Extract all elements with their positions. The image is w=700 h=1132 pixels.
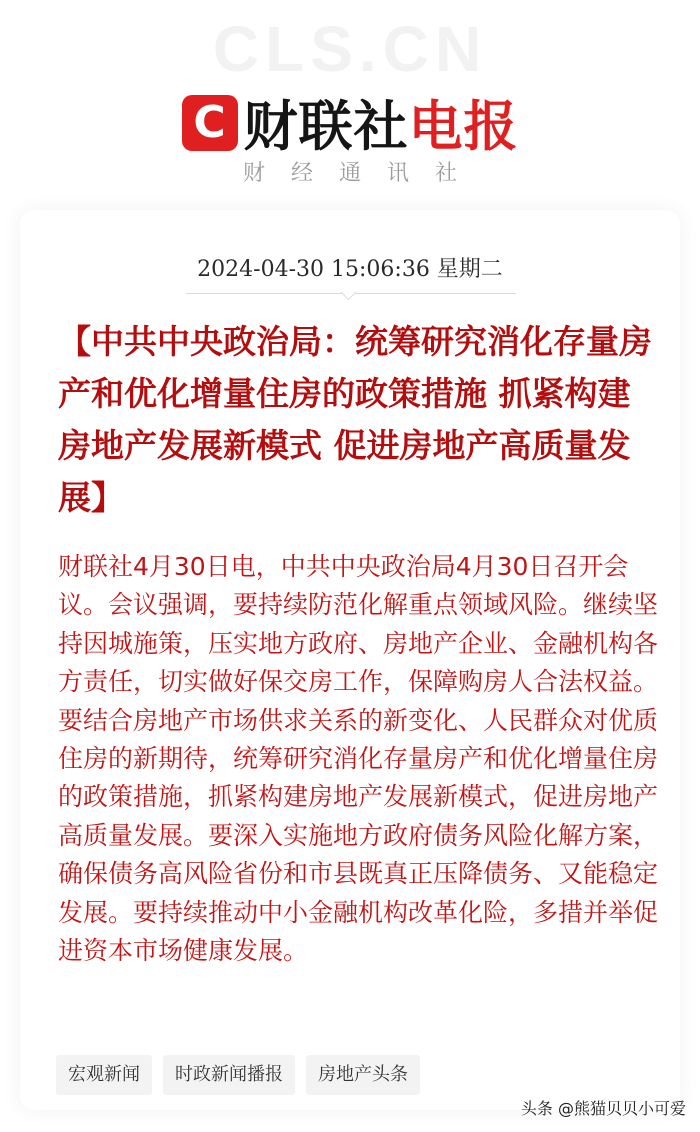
tag-list [56,1055,420,1095]
tag-politics-news[interactable]: 时政新闻播报 [163,1055,295,1095]
tag-macro-news[interactable]: 宏观新闻 [56,1055,152,1095]
brand-subtitle: 财经通讯社 [242,161,483,186]
brand-name-black: 财联社 [243,95,409,158]
article-body: 财联社4月30日电，中共中央政治局4月30日召开会议。会议强调，要持续防范化解重点领域风险。继续坚持因城施策，压实地方政府、房地产企业、金融机构各方责任，切实做好保交房工作，保障购房人合法权益。要结合房地产市场供求关系的新变化、人民群众对优质住房的新期待，统筹研究消化存量房产和优化增量住房的政策措施，抓紧构建房地产发展新模式，促进房地产高质量发展。要深入实施地方政府债务风险化解方案，确保债务高风险省份和市县既真正压降债务、又能稳定发展。要持续推动中小金融机构改革化险，多措并举促进资本市场健康发展。 [58,552,659,966]
brand-name [244,84,519,161]
logo-letter: C [193,96,226,148]
article-datetime: 2024-04-30 15:06:36 星期二 [197,257,503,282]
brand-header [0,84,700,161]
brand-name-red: 电报 [408,95,519,158]
cls-watermark: CLS.CN [212,13,488,85]
cls-logo-icon [182,95,238,151]
source-credit: 头条 @熊猫贝贝小可爱 [520,1099,686,1118]
tag-real-estate[interactable]: 房地产头条 [306,1055,420,1095]
article-headline: 【中共中央政治局：统筹研究消化存量房产和优化增量住房的政策措施 抓紧构建房地产发展新模式 促进房地产高质量发展】 [58,322,652,517]
